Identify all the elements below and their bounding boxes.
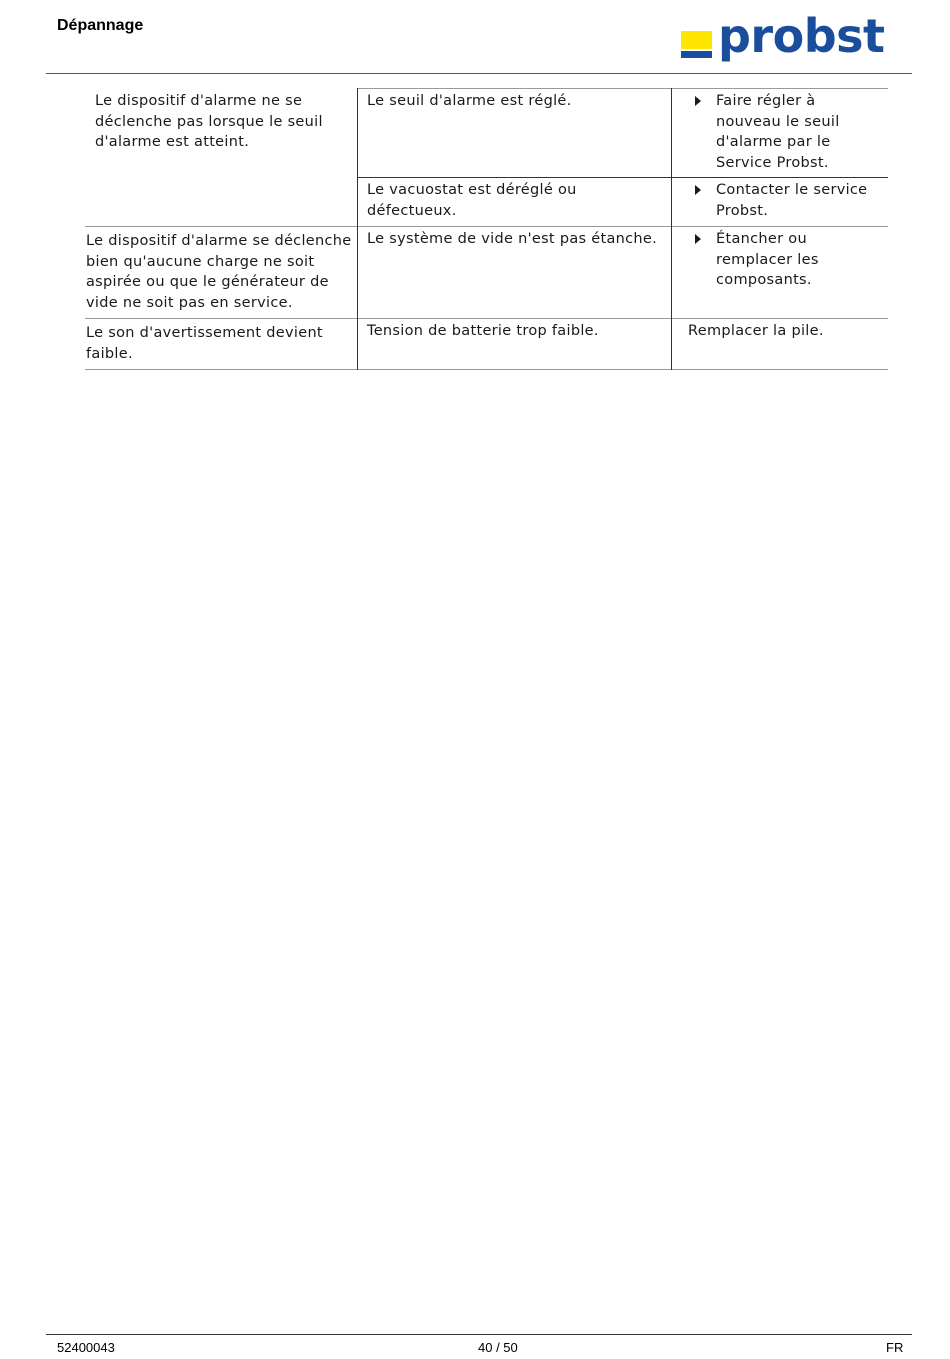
bullet-arrow-icon	[695, 96, 701, 106]
table-column-divider	[357, 88, 358, 370]
logo-mark-icon	[681, 31, 712, 59]
remedy-cell: Étancher ou remplacer les composants.	[716, 231, 819, 288]
table-rule	[85, 369, 888, 370]
table-rule	[357, 88, 888, 89]
bullet-arrow-icon	[695, 185, 701, 195]
probst-logo	[681, 9, 905, 70]
footer-divider	[46, 1334, 912, 1335]
cause-cell: Tension de batterie trop faible.	[367, 323, 599, 339]
section-title: Dépannage	[57, 17, 144, 34]
table-column-divider	[671, 88, 672, 370]
header-divider	[46, 73, 912, 74]
cause-cell: Le seuil d'alarme est réglé.	[367, 93, 572, 109]
remedy-cell: Contacter le service Probst.	[716, 182, 868, 219]
remedy-cell: Faire régler à nouveau le seuil d'alarme par le Service Probst.	[716, 93, 840, 171]
doc-number: 52400043	[57, 1340, 115, 1355]
logo-wordmark: probst	[718, 9, 885, 63]
table-rule	[357, 177, 888, 178]
bullet-arrow-icon	[695, 234, 701, 244]
cause-cell: Le vacuostat est déréglé ou défectueux.	[367, 182, 577, 219]
language-code: FR	[886, 1340, 904, 1355]
fault-cell: Le dispositif d'alarme se déclenche bien qu'aucune charge ne soit aspirée ou que le générateur de vide ne soit pas en service.	[86, 233, 352, 311]
table-rule	[85, 226, 888, 227]
page-number: 40 / 50	[478, 1340, 518, 1355]
table-rule	[85, 318, 888, 319]
fault-cell: Le dispositif d'alarme ne se déclenche pas lorsque le seuil d'alarme est atteint.	[95, 93, 323, 150]
remedy-cell: Remplacer la pile.	[688, 323, 824, 339]
fault-cell: Le son d'avertissement devient faible.	[86, 325, 323, 362]
cause-cell: Le système de vide n'est pas étanche.	[367, 231, 658, 247]
